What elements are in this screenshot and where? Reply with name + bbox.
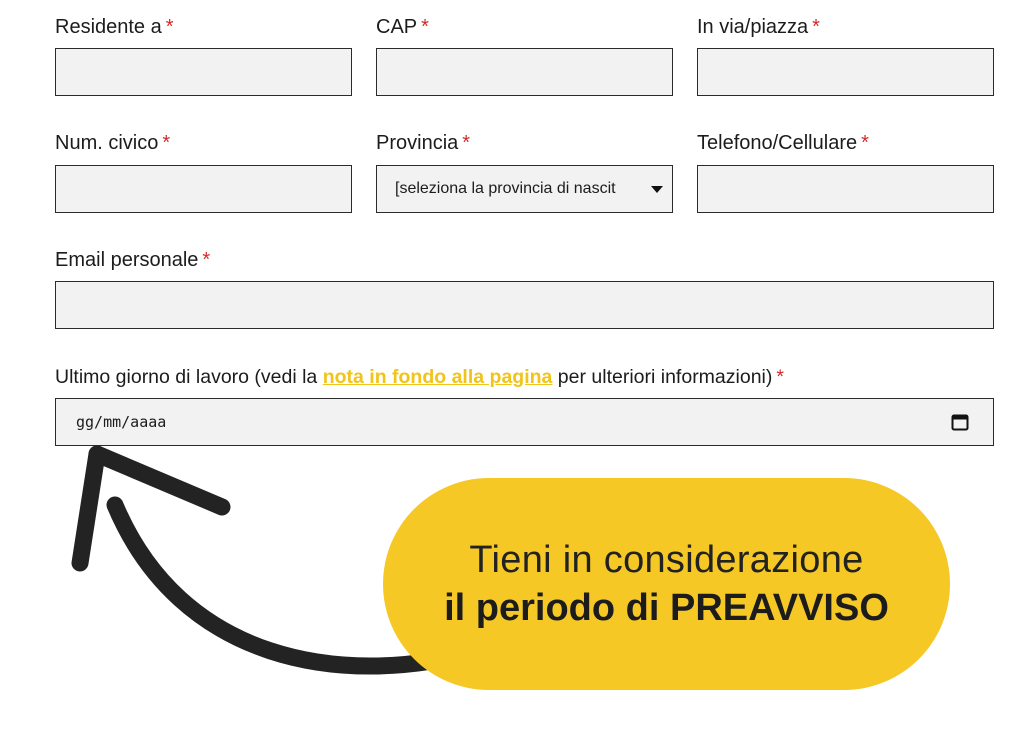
- residente-label-text: Residente a: [55, 16, 162, 38]
- required-asterisk: *: [202, 249, 211, 271]
- required-asterisk: *: [462, 132, 471, 154]
- provincia-label-text: Provincia: [376, 132, 459, 154]
- telefono-label-text: Telefono/Cellulare: [697, 132, 858, 154]
- date-placeholder: gg/mm/aaaa: [76, 413, 167, 431]
- cap-label-text: CAP: [376, 16, 418, 38]
- required-asterisk: *: [776, 366, 784, 388]
- ultimo-giorno-label-prefix: Ultimo giorno di lavoro (vedi la: [55, 366, 323, 388]
- nota-fondo-pagina-link[interactable]: nota in fondo alla pagina: [322, 366, 553, 388]
- preavviso-callout: [383, 478, 950, 690]
- provincia-selected-value: [seleziona la provincia di nascit: [395, 180, 616, 197]
- required-asterisk: *: [165, 16, 174, 38]
- callout-line1: Tieni in considerazione: [469, 539, 864, 581]
- required-asterisk: *: [812, 16, 820, 38]
- curved-arrow-head-left: [80, 454, 97, 563]
- civico-label-text: Num. civico: [55, 132, 159, 154]
- required-asterisk: *: [162, 132, 171, 154]
- required-asterisk: *: [861, 132, 869, 154]
- via-label-text: In via/piazza: [697, 16, 809, 38]
- required-asterisk: *: [421, 16, 429, 38]
- ultimo-giorno-label-suffix: per ulteriori informazioni): [552, 366, 773, 388]
- callout-line2: il periodo di PREAVVISO: [444, 587, 889, 629]
- email-label-text: Email personale: [55, 249, 199, 271]
